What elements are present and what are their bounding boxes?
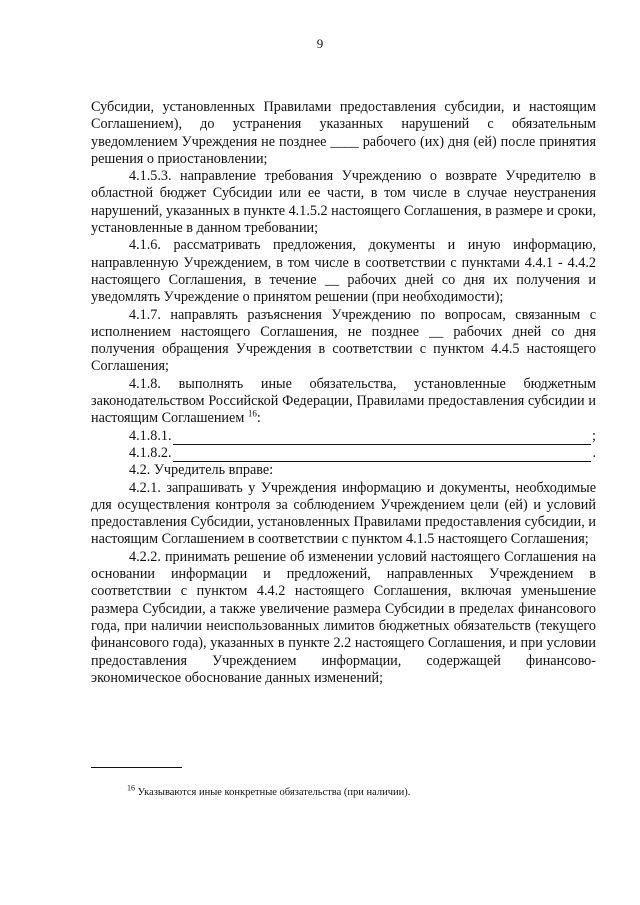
paragraph-4-1-8-text: 4.1.8. выполнять иные обязательства, установленные бюджетным законодательством Российской Федерации, Правилами предоставления субсидии и настоящим Соглашением [91,375,596,427]
paragraph-4-1-7: 4.1.7. направлять разъяснения Учреждению по вопросам, связанным с исполнением настоящего Соглашения, не позднее __ рабочих дней со дня получения обращения Учреждения в соответствии с пунктом 4.4.5 настоящего Соглашения; [91,306,596,375]
paragraph-4-1-8 [91,376,596,428]
sub-item-4-1-8-1 [91,428,596,445]
sub-item-label: 4.1.8.1. [129,427,172,444]
blank-line [173,448,592,462]
paragraph-4-2-1: 4.2.1. запрашивать у Учреждения информацию и документы, необходимые для осуществления контроля за соблюдением Учреждением цели (ей) и условий предоставления Субсидии, установленных Правилами предоставления субсидии, и настоящим Соглашением в соответствии с пунктом 4.1.5 настоящего Соглашения; [91,479,596,548]
footnote-reference: 16 [247,408,257,419]
paragraph-continuation: Субсидии, установленных Правилами предоставления субсидии, и настоящим Соглашением), до устранения указанных нарушений с обязательным уведомлением Учреждения не позднее ____ рабочего (их) дня (ей) после принятия решения о приостановлении; [91,99,596,167]
paragraph-4-2: 4.2. Учредитель вправе: [129,462,274,479]
paragraph-4-1-6: 4.1.6. рассматривать предложения, документы и иную информацию, направленную Учреждением, в том числе в соответствии с пунктами 4.4.1 - 4.4.2 настоящего Соглашения, в течение __ рабочих дней со дня их получения и уведомлять Учреждение о принятом решении (при необходимости); [91,237,596,306]
paragraph-4-1-5-3: 4.1.5.3. направление требования Учреждению о возврате Учредителю в областной бюджет Субсидии или ее части, в том числе в случае неустранения нарушений, указанных в пункте 4.1.5.2 настоящего Соглашения, в размере и сроки, установленные в данном требовании; [91,168,596,237]
paragraph-4-2-2: 4.2.2. принимать решение об изменении условий настоящего Соглашения на основании информации и предложений, направленных Учреждением в соответствии с пунктом 4.4.2 настоящего Соглашения, включая уменьшение размера Субсидии, а также увеличение размера Субсидии в пределах финансового года, при наличии неиспользованных лимитов бюджетных обязательств (текущего финансового года), указанных в пункте 2.2 настоящего Соглашения, и при условии предоставления Учреждением информации, содержащей финансово-экономическое обоснование данных изменений; [91,548,596,686]
sub-item-end: ; [592,427,596,444]
sub-item-4-1-8-2 [91,445,596,462]
footnote-number: 16 [127,783,135,793]
footnote-separator [91,767,182,768]
page-number: 9 [316,36,324,51]
footnote [127,783,587,799]
document-body [91,99,596,687]
paragraph-4-1-8-tail: : [256,410,261,427]
footnote-text: Указываются иные конкретные обязательства (при наличии). [137,787,411,798]
sub-item-label: 4.1.8.2. [129,444,172,461]
sub-item-end: . [592,444,596,461]
blank-line [173,431,591,445]
